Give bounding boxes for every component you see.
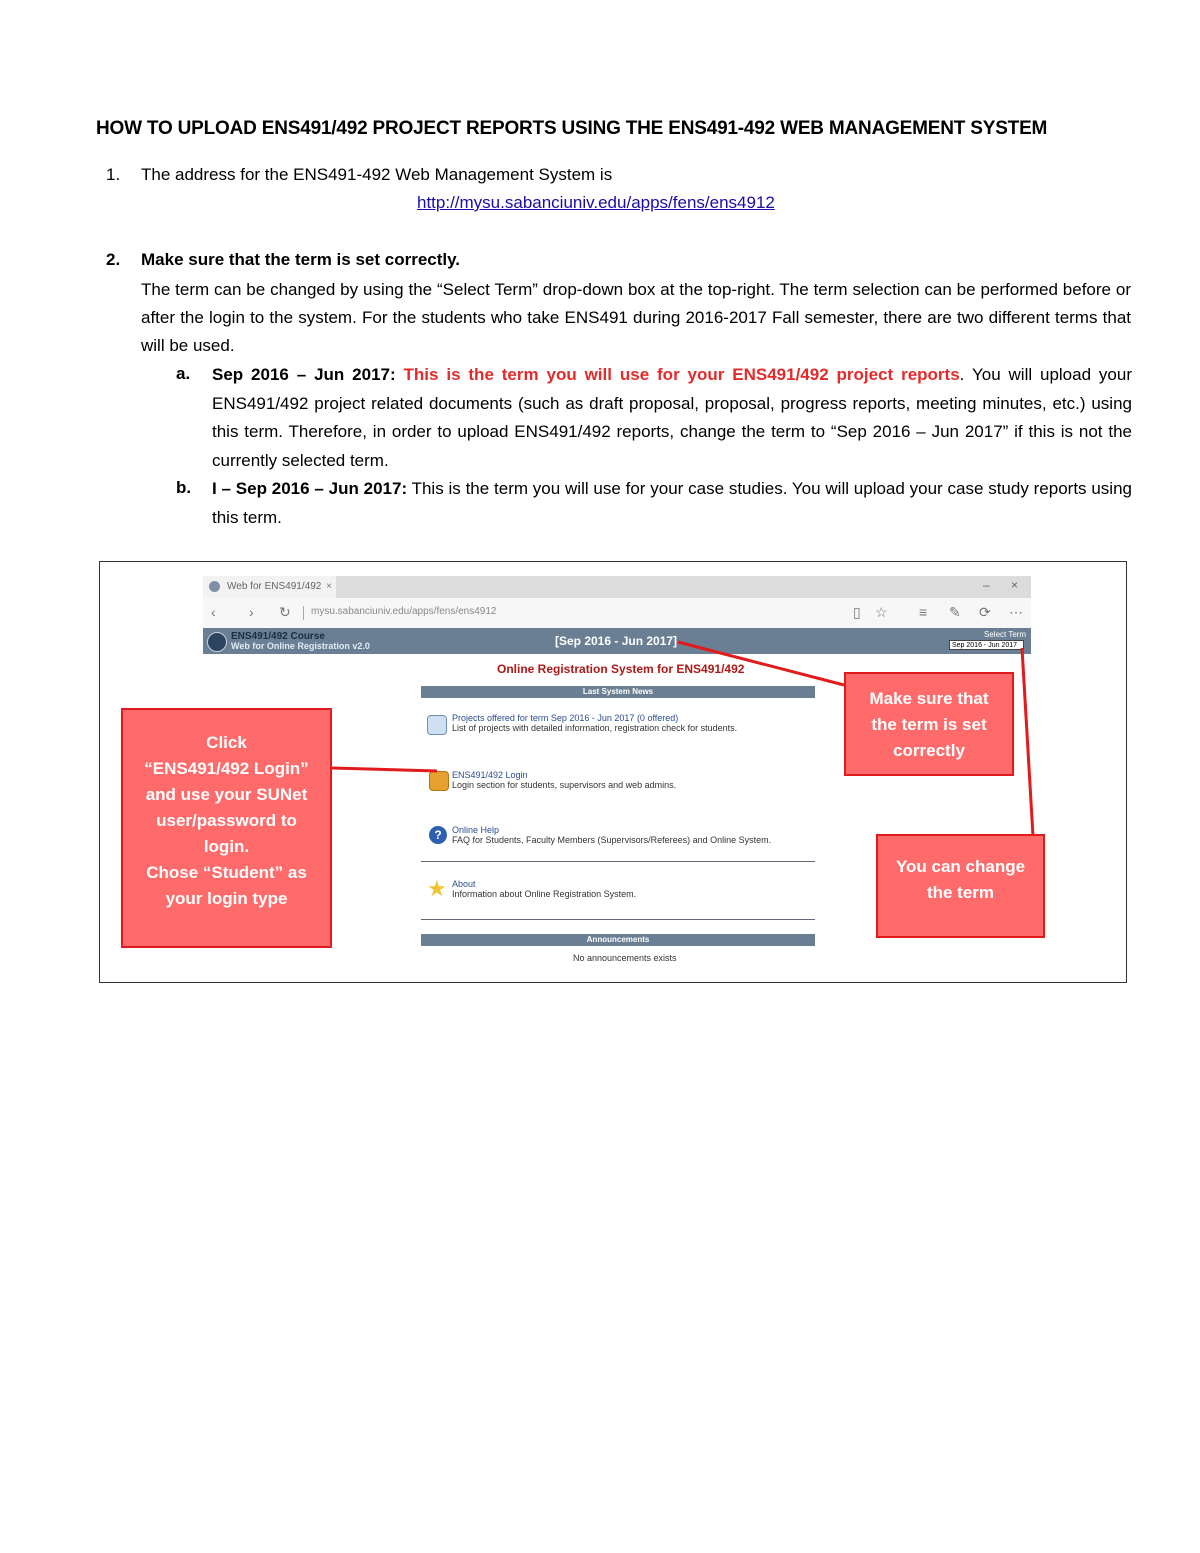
login-connector-line xyxy=(332,768,437,771)
notes-icon[interactable]: ✎ xyxy=(949,604,961,620)
item-b-term: I – Sep 2016 – Jun 2017: xyxy=(212,479,408,498)
login-callout: Click “ENS491/492 Login” and use your SUNet user/password to login. Chose “Student” as your login type xyxy=(121,708,332,948)
term-check-callout: Make sure that the term is set correctly xyxy=(844,672,1014,776)
refresh-icon[interactable]: ↻ xyxy=(279,604,291,620)
about-link[interactable]: About xyxy=(452,879,476,889)
document-title: HOW TO UPLOAD ENS491/492 PROJECT REPORTS USING THE ENS491-492 WEB MANAGEMENT SYSTEM xyxy=(96,118,1048,139)
projects-offered-link[interactable]: Projects offered for term Sep 2016 - Jun 2017 (0 offered) xyxy=(452,713,679,723)
reading-view-icon[interactable]: ▯ xyxy=(853,604,861,620)
item-a-term: Sep 2016 – Jun 2017: xyxy=(212,365,396,384)
online-help-desc: FAQ for Students, Faculty Members (Supervisors/Referees) and Online System. xyxy=(452,835,772,845)
star-icon: ★ xyxy=(427,876,447,901)
share-icon[interactable]: ⟳ xyxy=(979,604,991,620)
step-1-text: The address for the ENS491-492 Web Management System is xyxy=(141,165,613,184)
screenshot-figure xyxy=(99,561,1127,983)
url-field[interactable]: mysu.sabanciuniv.edu/apps/fens/ens4912 xyxy=(311,606,497,617)
login-desc: Login section for students, supervisors and web admins. xyxy=(452,780,677,790)
step-2-heading: Make sure that the term is set correctly. xyxy=(141,250,461,269)
item-a-rest: . You will upload your ENS491/492 project related documents (such as draft proposal, proposal, progress reports, meeting minutes, etc.) using this term. Therefore, in order to upload ENS491/492 reports, change the term to “Sep 2016 – Jun 2017” if this is not the currently selected term. xyxy=(212,365,1132,470)
step-2-paragraph: The term can be changed by using the “Select Term” drop-down box at the top-right. The term selection can be performed before or after the login to the system. For the students who take ENS491 during 2016-2017 Fall semester, there are two different terms that will be used. xyxy=(141,280,1131,355)
announcements-text: No announcements exists xyxy=(573,953,677,963)
change-term-connector-line xyxy=(1022,648,1033,836)
step-2-number: 2. xyxy=(106,250,121,269)
system-title: Online Registration System for ENS491/492 xyxy=(497,662,745,676)
favorite-star-icon[interactable]: ☆ xyxy=(875,604,888,620)
help-icon: ? xyxy=(429,826,447,844)
select-term-dropdown[interactable]: Sep 2016 - Jun 2017 xyxy=(949,640,1024,650)
site-name: ENS491/492 Course xyxy=(231,631,325,642)
more-icon[interactable]: ⋯ xyxy=(1009,604,1023,620)
item-b-rest: This is the term you will use for your case studies. You will upload your case study reports using this term. xyxy=(212,479,1132,527)
change-term-callout: You can change the term xyxy=(876,834,1045,938)
announcements-header: Announcements xyxy=(421,934,815,946)
hub-icon[interactable]: ≡ xyxy=(919,604,928,620)
close-window-icon[interactable]: × xyxy=(1011,578,1019,592)
step-1-number: 1. xyxy=(106,165,121,184)
online-help-link[interactable]: Online Help xyxy=(452,825,500,835)
current-term: [Sep 2016 - Jun 2017] xyxy=(555,634,678,648)
item-b-text xyxy=(212,475,1132,532)
minimize-icon[interactable]: – xyxy=(983,578,990,592)
select-term-label: Select Term xyxy=(984,630,1027,639)
item-a-letter: a. xyxy=(176,364,191,383)
system-address-link[interactable]: http://mysu.sabanciuniv.edu/apps/fens/ens4912 xyxy=(417,193,775,212)
browser-tab-title: Web for ENS491/492 xyxy=(227,581,322,592)
item-a-text xyxy=(212,361,1132,475)
tab-close-icon[interactable]: × xyxy=(326,581,332,592)
item-b-letter: b. xyxy=(176,478,192,497)
ens491-492-login-link[interactable]: ENS491/492 Login xyxy=(452,770,528,780)
term-check-connector-line xyxy=(678,642,844,685)
last-news-header: Last System News xyxy=(421,686,815,698)
about-desc: Information about Online Registration System. xyxy=(452,889,637,899)
item-a-emphasis: This is the term you will use for your ENS491/492 project reports xyxy=(403,365,960,384)
projects-offered-desc: List of projects with detailed information, registration check for students. xyxy=(452,723,738,733)
back-icon[interactable]: ‹ xyxy=(211,604,216,620)
site-subtitle: Web for Online Registration v2.0 xyxy=(231,641,370,651)
forward-icon[interactable]: › xyxy=(249,604,254,620)
